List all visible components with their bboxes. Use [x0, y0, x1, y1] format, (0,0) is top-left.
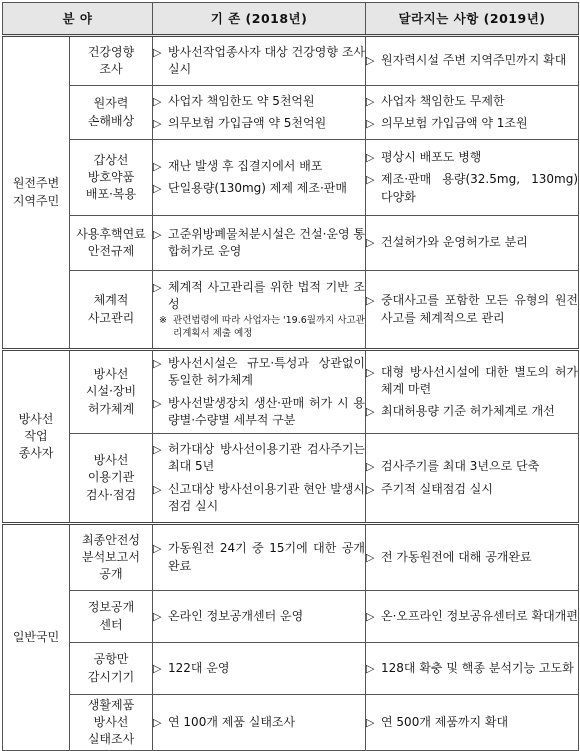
triangle-bullet-icon: ▷	[153, 443, 162, 457]
triangle-bullet-icon: ▷	[366, 54, 375, 68]
bullet-point	[153, 226, 365, 260]
triangle-bullet-icon: ▷	[366, 236, 375, 250]
triangle-bullet-icon: ▷	[366, 550, 375, 564]
item-label-line: 공개	[99, 567, 123, 582]
table-row	[3, 86, 579, 140]
item-cell	[70, 695, 153, 751]
bullet-point	[366, 292, 578, 326]
change-cell	[366, 86, 579, 140]
item-label-line: 조사	[99, 62, 123, 76]
table-row	[3, 695, 579, 751]
item-label-line: 사고관리	[87, 310, 135, 325]
item-cell	[70, 36, 153, 86]
group-label-line: 원전주변	[12, 176, 60, 191]
group-cell-general-public	[3, 524, 70, 751]
bullet-point	[366, 481, 578, 498]
bullet-text: 사업자 책임한도 약 5천억원	[168, 93, 315, 108]
bullet-point	[153, 608, 365, 625]
bullet-point	[153, 93, 365, 110]
bullet-text: 신고대상 방사선이용기관 현안 발생시 점검 실시	[168, 481, 366, 513]
item-label-line: 체계적	[93, 293, 129, 308]
current-cell	[153, 271, 366, 350]
item-label-line: 생활제품	[87, 697, 135, 712]
item-label-line: 이용기관	[87, 470, 135, 485]
bullet-text: 온·오프라인 정보공유센터로 확대개편	[381, 608, 578, 623]
header-current: 기 존 (2018년)	[153, 3, 366, 36]
item-label-line: 방호약품	[87, 169, 135, 184]
item-label-line: 원자력	[93, 96, 129, 111]
header-row	[3, 3, 579, 36]
item-cell	[70, 216, 153, 271]
triangle-bullet-icon: ▷	[153, 117, 162, 130]
bullet-text: 허가대상 방사선이용기관 검사주기는 최대 5년	[168, 442, 366, 474]
bullet-text: 전 가동원전에 대해 공개완료	[381, 549, 532, 564]
item-label-line: 정보공개	[87, 600, 135, 615]
item-label-line: 건강영향	[87, 44, 135, 59]
item-label-line: 배포·복용	[85, 187, 137, 202]
current-cell	[153, 216, 366, 271]
bullet-point	[366, 608, 578, 625]
item-label-line: 갑상선	[93, 152, 129, 167]
item-cell	[70, 524, 153, 591]
bullet-point	[153, 481, 365, 515]
item-cell	[70, 643, 153, 695]
group-label-line: 일반국민	[12, 629, 60, 644]
table-row	[3, 36, 579, 86]
triangle-bullet-icon: ▷	[153, 396, 162, 410]
change-cell	[366, 350, 579, 434]
bullet-text: 원자력시설 주변 지역주민까지 확대	[381, 53, 567, 68]
bullet-point	[366, 52, 578, 69]
bullet-text: 평상시 배포도 병행	[381, 150, 482, 165]
bullet-point	[366, 458, 578, 475]
item-cell	[70, 140, 153, 216]
item-label-line: 시설·장비	[85, 384, 137, 399]
table-row	[3, 350, 579, 434]
bullet-text: 주기적 실태점검 실시	[381, 481, 493, 496]
change-cell	[366, 643, 579, 695]
item-label-line: 사용후핵연료	[76, 226, 146, 241]
triangle-bullet-icon: ▷	[366, 151, 375, 165]
triangle-bullet-icon: ▷	[153, 661, 162, 675]
triangle-bullet-icon: ▷	[153, 94, 162, 108]
bullet-point	[366, 549, 578, 566]
table-row	[3, 216, 579, 271]
item-label-line: 실태조사	[87, 732, 135, 747]
table-row	[3, 140, 579, 216]
bullet-point	[153, 441, 365, 475]
bullet-text: 재난 발생 후 집결지에서 배포	[168, 158, 323, 173]
bullet-point	[153, 279, 365, 313]
bullet-point	[366, 93, 578, 110]
triangle-bullet-icon: ▷	[153, 159, 162, 173]
item-label-line: 방사선	[93, 367, 129, 382]
bullet-text: 의무보험 가입금액 약 1조원	[381, 116, 528, 130]
triangle-bullet-icon: ▷	[366, 365, 375, 379]
bullet-text: 의무보험 가입금액 약 5천억원	[168, 116, 327, 130]
triangle-bullet-icon: ▷	[153, 182, 162, 195]
item-cell	[70, 434, 153, 524]
bullet-point	[366, 115, 578, 132]
bullet-point	[153, 714, 365, 731]
bullet-text: 단일용량(130mg) 제제 제조·판매	[168, 181, 347, 195]
bullet-point	[153, 540, 365, 574]
bullet-point	[366, 660, 578, 677]
triangle-bullet-icon: ▷	[366, 460, 375, 474]
item-label-line: 공항만	[93, 652, 129, 667]
group-label-line: 지역주민	[12, 193, 60, 208]
table-row	[3, 524, 579, 591]
item-cell	[70, 86, 153, 140]
triangle-bullet-icon: ▷	[153, 542, 162, 556]
comparison-table	[2, 2, 579, 751]
triangle-bullet-icon: ▷	[366, 94, 375, 108]
header-field: 분 야	[3, 3, 153, 36]
triangle-bullet-icon: ▷	[366, 294, 375, 308]
bullet-point	[153, 180, 365, 197]
note-marker: ※	[159, 315, 167, 327]
bullet-text: 고준위방폐물처분시설은 건설·운영 통합허가로 운영	[168, 226, 366, 258]
triangle-bullet-icon: ▷	[366, 609, 375, 623]
triangle-bullet-icon: ▷	[153, 609, 162, 623]
bullet-point	[366, 714, 578, 731]
bullet-text: 중대사고를 포함한 모든 유형의 원전사고를 체계적으로 관리	[381, 293, 579, 325]
bullet-text: 방사선발생장치 생산·판매 허가 시 용량별·수량별 세부적 구분	[168, 395, 366, 427]
bullet-point	[366, 149, 578, 166]
triangle-bullet-icon: ▷	[153, 45, 162, 59]
item-label-line: 센터	[99, 617, 123, 632]
item-label-line: 검사·점검	[85, 487, 137, 502]
item-label-line: 최종안전성	[82, 532, 140, 547]
group-label-line: 작업	[24, 428, 48, 443]
footnote-text: 관련법령에 따라 사업자는 '19.6월까지 사고관리계획서 제출 예정	[173, 315, 365, 340]
bullet-text: 온라인 정보공개센터 운영	[168, 608, 304, 623]
bullet-text: 가동원전 24기 중 15기에 대한 공개완료	[168, 541, 366, 573]
bullet-text: 검사주기를 최대 3년으로 단축	[381, 459, 540, 474]
item-cell	[70, 591, 153, 643]
triangle-bullet-icon: ▷	[366, 405, 375, 419]
table-row	[3, 434, 579, 524]
bullet-text: 연 100개 제품 실태조사	[168, 714, 296, 729]
change-cell	[366, 434, 579, 524]
item-label-line: 감시기기	[87, 669, 135, 684]
bullet-point	[153, 44, 365, 78]
table-row	[3, 643, 579, 695]
item-label-line: 방사선	[93, 453, 129, 468]
change-cell	[366, 271, 579, 350]
item-label-line: 방사선	[93, 714, 129, 729]
bullet-point	[153, 158, 365, 175]
current-cell	[153, 86, 366, 140]
bullet-text: 체계적 사고관리를 위한 법적 기반 조성	[168, 280, 366, 312]
change-cell	[366, 216, 579, 271]
item-cell	[70, 350, 153, 434]
change-cell	[366, 524, 579, 591]
group-label-line: 방사선	[18, 411, 54, 426]
item-label-line: 허가체계	[87, 401, 135, 416]
footnote	[153, 315, 365, 341]
triangle-bullet-icon: ▷	[153, 357, 162, 371]
bullet-point	[153, 355, 365, 389]
current-cell	[153, 524, 366, 591]
triangle-bullet-icon: ▷	[153, 281, 162, 295]
change-cell	[366, 36, 579, 86]
current-cell	[153, 350, 366, 434]
group-cell-radiation-workers	[3, 350, 70, 524]
change-cell	[366, 140, 579, 216]
item-label-line: 분석보고서	[82, 549, 140, 564]
bullet-text: 건설허가와 운영허가로 분리	[381, 235, 528, 250]
bullet-text: 128대 확충 및 핵종 분석기능 고도화	[381, 660, 574, 675]
bullet-point	[153, 395, 365, 429]
bullet-text: 사업자 책임한도 무제한	[381, 93, 505, 108]
change-cell	[366, 695, 579, 751]
triangle-bullet-icon: ▷	[366, 173, 375, 187]
bullet-text: 연 500개 제품까지 확대	[381, 714, 509, 729]
triangle-bullet-icon: ▷	[153, 715, 162, 729]
bullet-point	[366, 171, 578, 205]
bullet-text: 대형 방사선시설에 대한 별도의 허가체계 마련	[381, 364, 579, 396]
table-row	[3, 271, 579, 350]
item-label-line: 손해배상	[87, 113, 135, 128]
bullet-point	[366, 364, 578, 398]
current-cell	[153, 695, 366, 751]
current-cell	[153, 591, 366, 643]
bullet-point	[366, 234, 578, 251]
bullet-text: 최대허용량 기준 허가체계로 개선	[381, 404, 555, 419]
group-label-line: 종사자	[18, 446, 54, 461]
current-cell	[153, 434, 366, 524]
triangle-bullet-icon: ▷	[366, 661, 375, 675]
change-cell	[366, 591, 579, 643]
triangle-bullet-icon: ▷	[153, 227, 162, 241]
bullet-text: 122대 운영	[168, 660, 230, 675]
bullet-point	[153, 660, 365, 677]
header-change: 달라지는 사항 (2019년)	[366, 3, 579, 36]
group-cell-residents	[3, 36, 70, 350]
triangle-bullet-icon: ▷	[153, 482, 162, 496]
triangle-bullet-icon: ▷	[366, 715, 375, 729]
bullet-text: 방사선작업종사자 대상 건강영향 조사 실시	[168, 44, 366, 76]
triangle-bullet-icon: ▷	[366, 482, 375, 496]
item-cell	[70, 271, 153, 350]
bullet-text: 방사선시설은 규모·특성과 상관없이 동일한 허가체계	[168, 356, 366, 388]
bullet-text: 제조·판매 용량(32.5mg, 130mg) 다양화	[381, 172, 579, 204]
triangle-bullet-icon: ▷	[366, 117, 375, 130]
bullet-point	[366, 403, 578, 420]
bullet-point	[153, 115, 365, 132]
current-cell	[153, 643, 366, 695]
table-row	[3, 591, 579, 643]
item-label-line: 안전규제	[87, 244, 135, 258]
current-cell	[153, 140, 366, 216]
current-cell	[153, 36, 366, 86]
